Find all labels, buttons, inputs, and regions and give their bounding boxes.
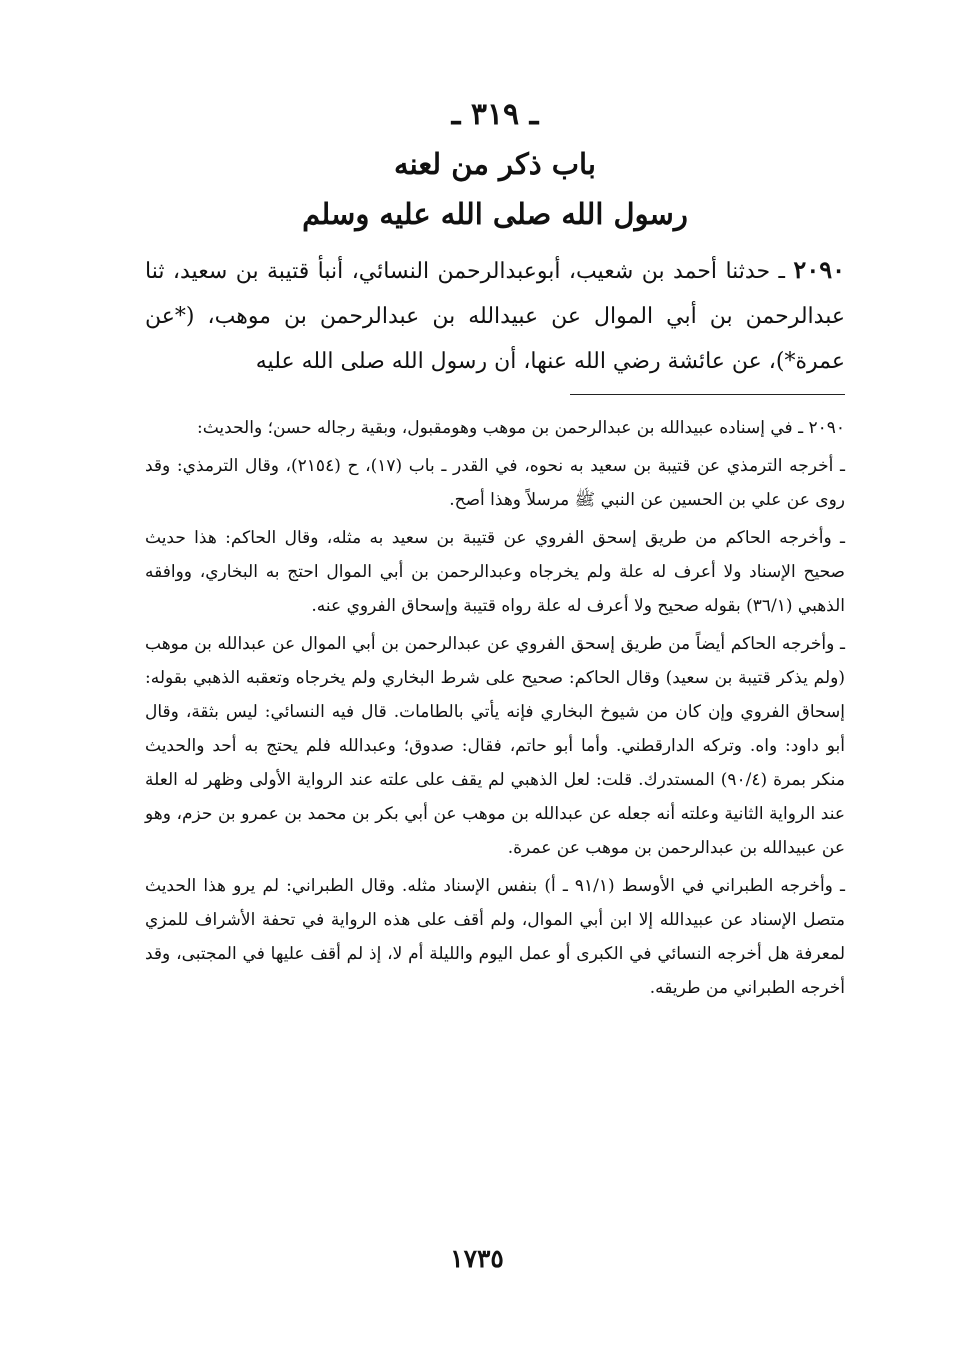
footnote-paragraph: ـ وأخرجه الحاكم أيضاً من طريق إسحق الفروي عن عبدالرحمن بن أبي الموال عن عبدالله بن موهب (ولم يذكر قتيبة بن سعيد) وقال الحاكم: صحيح على شرط البخاري ولم يخرجاه وتعقبه الذهبي بقوله: إسحاق الفروي وإن كان من شيوخ البخاري فإنه يأتي بالطامات. قال فيه النسائي: ليس بثقة، وقال أبو داود: واه. وتركه الدارقطني. وأما أبو حاتم، فقال: صدوق؛ وعبدالله فلم يحتج به أحد والحديث منكر بمرة (٩٠/٤) المستدرك. قلت: لعل الذهبي لم يقف على علته عند الرواية الأولى وظهر له العلة عند الرواية الثانية وعلته أنه جعله عن عبدالله بن موهب عن أبي بكر بن محمد بن عمرو بن حزم، وهو عن عبيدالله بن عبدالرحمن بن موهب عن عمرة.	[145, 634, 845, 858]
footnote-number: ٢٠٩٠	[808, 418, 845, 438]
chapter-number: ـ ٣١٩ ـ	[451, 97, 539, 132]
footnote-paragraph: ـ وأخرجه الحاكم من طريق إسحق الفروي عن قتيبة بن سعيد به مثله، وقال الحاكم: هذا حديث صحيح الإسناد ولا أعرف له علة ولم يخرجاه وعبدالرحمن بن أبي الموال احتج به البخاري، ووافقه الذهبي (٣٦/١) بقوله صحيح ولا أعرف له علة رواه قتيبة وإسحاق الفروي عنه.	[145, 528, 845, 616]
footnote-intro	[145, 411, 845, 445]
footnote-intro-text: ـ في إسناده عبيدالله بن عبدالرحمن بن موهب وهومقبول، وبقية رجاله حسن؛ والحديث:	[197, 418, 809, 438]
footnote-paragraph: ـ وأخرجه الطبراني في الأوسط (٩١/١ ـ أ) بنفس الإسناد مثله. وقال الطبراني: لم يرو هذا الحديث متصل الإسناد عن عبيدالله إلا ابن أبي الموال، ولم أقف على هذه الرواية في تحفة الأشراف للمزي لمعرفة هل أخرجه النسائي في الكبرى أو عمل اليوم والليلة أم لا، إذ لم أقف عليها في المجتبى، وقد أخرجه الطبراني من طريقه.	[145, 876, 845, 998]
footnote-paragraph: ـ أخرجه الترمذي عن قتيبة بن سعيد به نحوه، في القدر ـ باب (١٧)، ح (٢١٥٤)، وقال الترمذي: وقد روى عن علي بن الحسين عن النبي ﷺ مرسلاً وهذا أصح.	[145, 456, 845, 510]
chapter-title-line-1: باب ذكر من لعنه	[394, 147, 596, 181]
book-page	[145, 95, 845, 1005]
hadith-body: حدثنا أحمد بن شعيب، أبوعبدالرحمن النسائي، أنبأ قتيبة بن سعيد، ثنا عبدالرحمن بن أبي الموال عن عبيدالله بن عبدالرحمن بن موهب، (*عن عمرة*)، عن عائشة رضي الله عنها، أن رسول الله صلى الله عليه	[145, 259, 845, 374]
footnote-divider	[570, 394, 845, 395]
chapter-title-line-2: رسول الله صلى الله عليه وسلم	[302, 197, 688, 231]
hadith-number: ٢٠٩٠	[793, 255, 845, 284]
hadith-dash: ـ	[770, 259, 794, 284]
page-number: ١٧٣٥	[450, 1244, 504, 1273]
hadith-text-block	[145, 247, 845, 384]
footnotes-section	[145, 411, 845, 1005]
